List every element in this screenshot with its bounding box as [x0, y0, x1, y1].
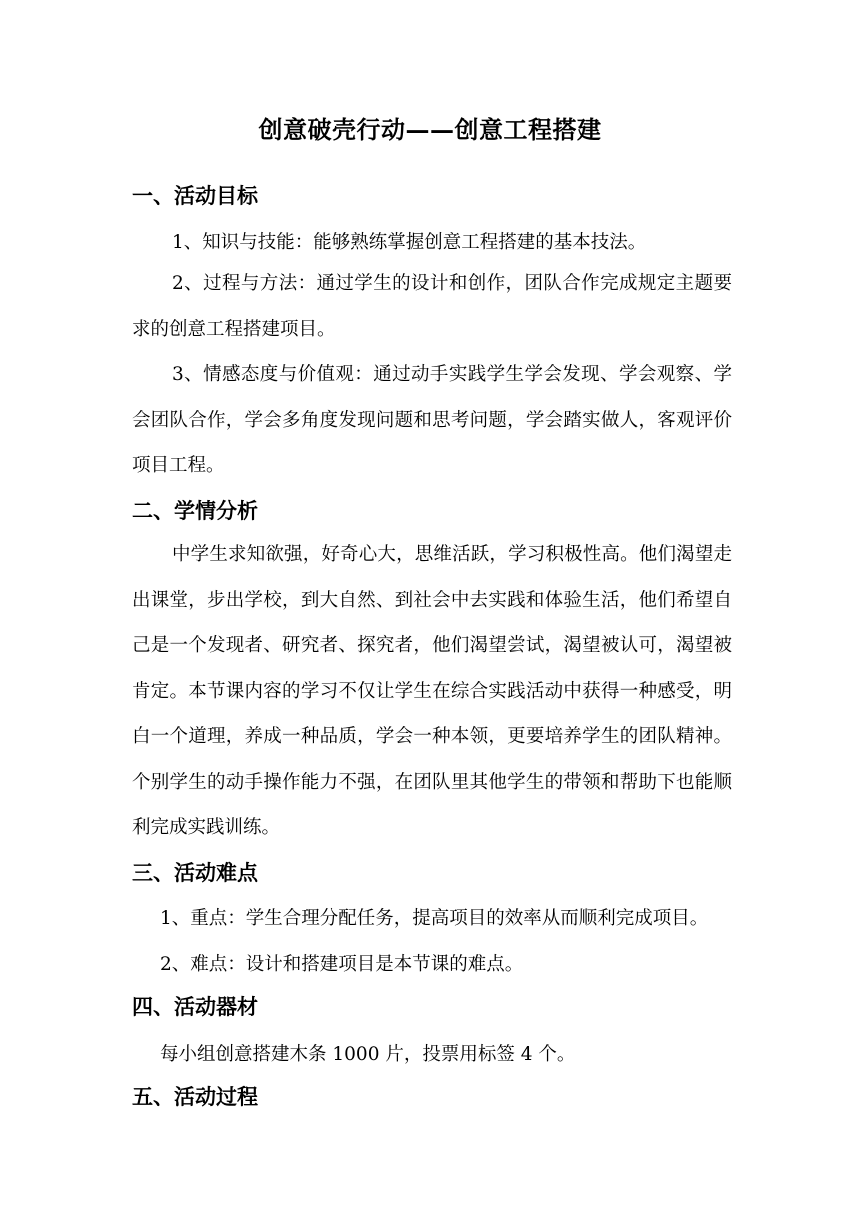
section-heading-analysis: 二、学情分析	[132, 498, 258, 523]
section-heading-difficulties: 三、活动难点	[132, 860, 258, 885]
objective-item-1: 1、知识与技能：能够熟练掌握创意工程搭建的基本技法。	[172, 232, 647, 253]
document-title: 创意破壳行动——创意工程搭建	[258, 115, 602, 144]
materials-text: 每小组创意搭建木条 1000 片，投票用标签 4 个。	[160, 1044, 576, 1065]
objective-item-2: 2、过程与方法：通过学生的设计和创作，团队合作完成规定主题要求的创意工程搭建项目。	[132, 273, 732, 340]
section-heading-objectives: 一、活动目标	[132, 183, 258, 208]
analysis-paragraph: 中学生求知欲强，好奇心大，思维活跃，学习积极性高。他们渴望走出课堂，步出学校，到大自然、到社会中去实践和体验生活，他们希望自己是一个发现者、研究者、探究者，他们渴望尝试，渴望被认可，渴望被肯定。本节课内容的学习不仅让学生在综合实践活动中获得一种感受，明白一个道理，养成一种品质，学会一种本领，更要培养学生的团队精神。个别学生的动手操作能力不强，在团队里其他学生的带领和帮助下也能顺利完成实践训练。	[132, 544, 732, 838]
section-heading-materials: 四、活动器材	[132, 994, 258, 1019]
difficulty-item-2: 2、难点：设计和搭建项目是本节课的难点。	[160, 954, 524, 975]
objective-item-3: 3、情感态度与价值观：通过动手实践学生学会发现、学会观察、学会团队合作，学会多角度发现问题和思考问题，学会踏实做人，客观评价项目工程。	[132, 364, 732, 476]
difficulty-item-1: 1、重点：学生合理分配任务，提高项目的效率从而顺利完成项目。	[160, 908, 709, 929]
section-heading-process: 五、活动过程	[132, 1084, 258, 1109]
